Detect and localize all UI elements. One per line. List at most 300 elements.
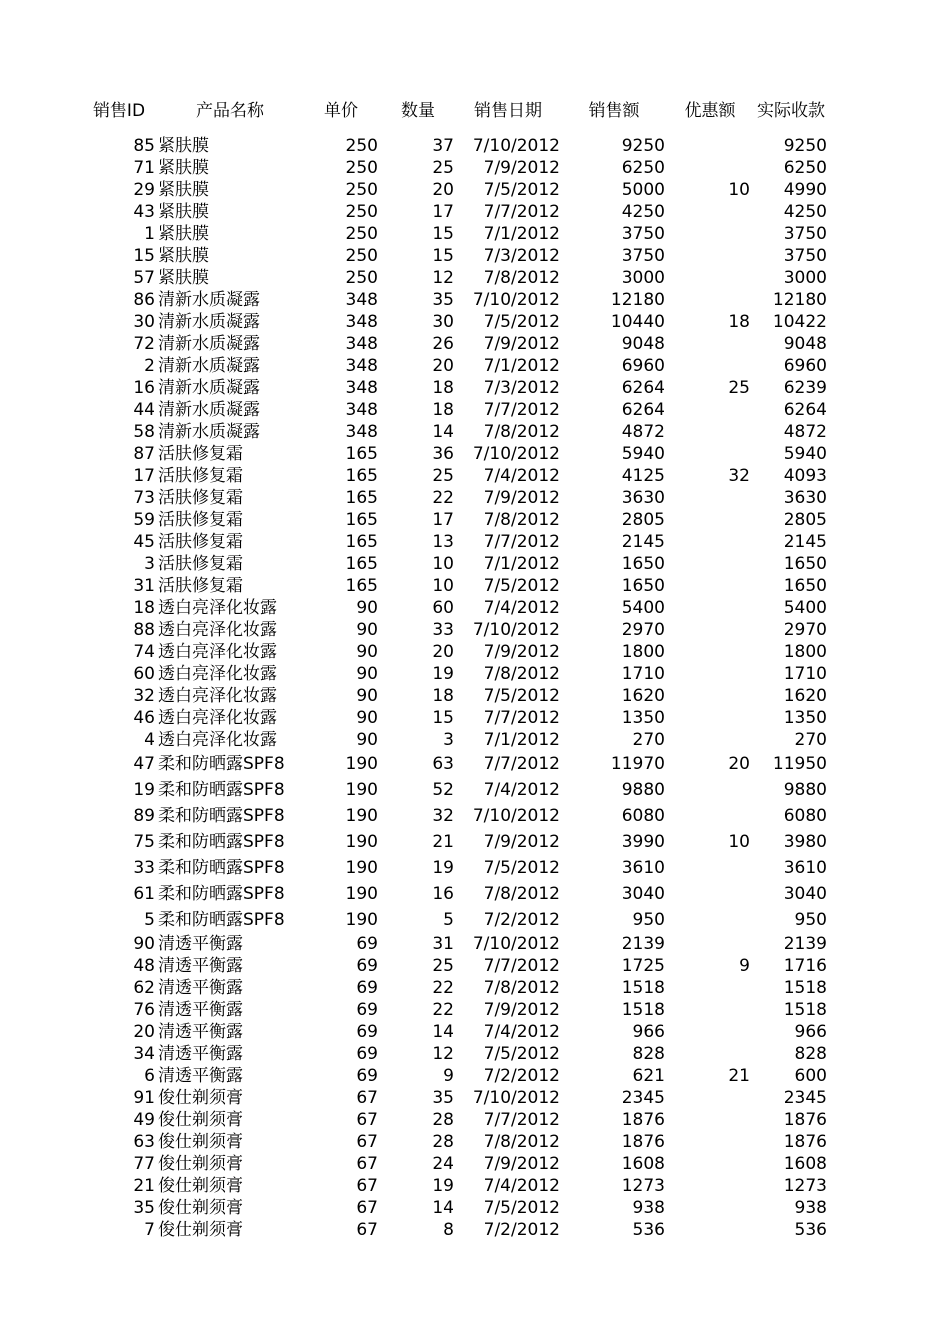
cell-sale-date: 7/5/2012 [483,1198,560,1218]
cell-sale-date: 7/4/2012 [483,1022,560,1042]
cell-unit-price: 90 [356,620,378,640]
cell-net-received: 4093 [783,466,827,486]
cell-discount [670,857,750,879]
table-row [0,933,950,955]
cell-unit-price: 90 [356,730,378,750]
cell-discount [670,685,750,707]
cell-sales-id: 77 [133,1154,155,1174]
cell-quantity: 22 [432,488,454,508]
table-row [0,883,950,905]
cell-sales-amount: 3040 [621,884,665,904]
cell-quantity: 52 [432,780,454,800]
table-row [0,399,950,421]
cell-discount [670,399,750,421]
cell-sale-date: 7/2/2012 [483,1066,560,1086]
cell-unit-price: 69 [356,978,378,998]
cell-quantity: 15 [432,246,454,266]
cell-unit-price: 348 [345,290,378,310]
cell-unit-price: 348 [345,312,378,332]
cell-sale-date: 7/3/2012 [483,246,560,266]
cell-product-name: 透白亮泽化妆露 [158,642,277,662]
cell-discount [670,553,750,575]
cell-quantity: 10 [432,576,454,596]
cell-net-received: 6250 [783,158,827,178]
cell-sale-date: 7/10/2012 [472,444,560,464]
cell-quantity: 33 [432,620,454,640]
cell-sales-id: 86 [133,290,155,310]
cell-quantity: 17 [432,202,454,222]
cell-product-name: 清透平衡露 [158,978,243,998]
cell-sales-amount: 5400 [621,598,665,618]
cell-sales-id: 74 [133,642,155,662]
cell-net-received: 536 [794,1220,827,1240]
cell-unit-price: 250 [345,180,378,200]
cell-quantity: 20 [432,356,454,376]
cell-quantity: 19 [432,858,454,878]
cell-product-name: 清新水质凝露 [158,290,260,310]
cell-net-received: 2805 [783,510,827,530]
cell-unit-price: 190 [345,858,378,878]
cell-quantity: 28 [432,1110,454,1130]
cell-net-received: 4990 [783,180,827,200]
cell-net-received: 6080 [783,806,827,826]
cell-quantity: 31 [432,934,454,954]
cell-product-name: 清新水质凝露 [158,312,260,332]
cell-sales-amount: 6250 [621,158,665,178]
cell-unit-price: 190 [345,806,378,826]
cell-unit-price: 348 [345,378,378,398]
cell-sale-date: 7/1/2012 [483,554,560,574]
header-sale-date: 销售日期 [474,101,542,121]
cell-unit-price: 69 [356,1022,378,1042]
cell-quantity: 24 [432,1154,454,1174]
header-discount: 优惠额 [684,101,736,121]
cell-quantity: 14 [432,1022,454,1042]
cell-sale-date: 7/7/2012 [483,708,560,728]
cell-sales-id: 30 [133,312,155,332]
cell-discount [670,245,750,267]
cell-sale-date: 7/8/2012 [483,978,560,998]
cell-quantity: 17 [432,510,454,530]
cell-unit-price: 67 [356,1154,378,1174]
cell-sales-id: 62 [133,978,155,998]
cell-sales-amount: 3000 [621,268,665,288]
cell-product-name: 柔和防晒露SPF8 [158,858,285,878]
cell-net-received: 3750 [783,224,827,244]
cell-discount: 9 [739,956,750,976]
cell-product-name: 俊仕剃须膏 [158,1154,243,1174]
cell-sales-amount: 4872 [621,422,665,442]
table-row [0,619,950,641]
cell-discount [670,201,750,223]
table-row [0,1131,950,1153]
cell-sales-id: 75 [133,832,155,852]
table-row [0,857,950,879]
cell-sales-id: 89 [133,806,155,826]
table-row [0,201,950,223]
cell-quantity: 18 [432,378,454,398]
cell-discount: 21 [728,1066,750,1086]
cell-unit-price: 250 [345,136,378,156]
cell-net-received: 1350 [783,708,827,728]
cell-net-received: 2145 [783,532,827,552]
cell-quantity: 25 [432,466,454,486]
cell-discount [670,977,750,999]
cell-sale-date: 7/7/2012 [483,532,560,552]
cell-sales-id: 18 [133,598,155,618]
cell-unit-price: 250 [345,224,378,244]
cell-quantity: 18 [432,400,454,420]
cell-product-name: 柔和防晒露SPF8 [158,910,285,930]
cell-discount: 10 [728,180,750,200]
cell-sales-id: 6 [144,1066,155,1086]
cell-sales-id: 7 [144,1220,155,1240]
cell-product-name: 活肤修复霜 [158,532,243,552]
cell-sales-amount: 2805 [621,510,665,530]
cell-sale-date: 7/8/2012 [483,268,560,288]
cell-sale-date: 7/8/2012 [483,422,560,442]
cell-discount [670,443,750,465]
cell-discount [670,883,750,905]
cell-sales-amount: 6264 [621,378,665,398]
cell-product-name: 清新水质凝露 [158,356,260,376]
cell-sales-amount: 1725 [621,956,665,976]
cell-net-received: 950 [794,910,827,930]
cell-sales-amount: 1608 [621,1154,665,1174]
cell-unit-price: 165 [345,466,378,486]
table-row [0,1065,950,1087]
cell-unit-price: 69 [356,1044,378,1064]
cell-quantity: 36 [432,444,454,464]
table-row [0,805,950,827]
cell-product-name: 活肤修复霜 [158,488,243,508]
cell-discount [670,487,750,509]
cell-sales-id: 59 [133,510,155,530]
cell-net-received: 5400 [783,598,827,618]
table-row [0,311,950,333]
cell-net-received: 3040 [783,884,827,904]
cell-sales-amount: 828 [632,1044,665,1064]
header-unit-price: 单价 [324,101,358,121]
table-row [0,707,950,729]
cell-sales-amount: 2345 [621,1088,665,1108]
cell-discount [670,1153,750,1175]
cell-sales-amount: 4125 [621,466,665,486]
cell-sales-amount: 2139 [621,934,665,954]
cell-sale-date: 7/4/2012 [483,466,560,486]
cell-unit-price: 250 [345,268,378,288]
cell-product-name: 清新水质凝露 [158,400,260,420]
cell-sales-id: 73 [133,488,155,508]
cell-sales-id: 76 [133,1000,155,1020]
cell-net-received: 4872 [783,422,827,442]
cell-discount [670,729,750,751]
cell-sales-amount: 3750 [621,246,665,266]
table-row [0,909,950,931]
table-row [0,355,950,377]
cell-discount [670,1175,750,1197]
cell-sales-amount: 9048 [621,334,665,354]
cell-net-received: 4250 [783,202,827,222]
cell-sales-id: 47 [133,754,155,774]
cell-sales-id: 57 [133,268,155,288]
cell-unit-price: 67 [356,1088,378,1108]
cell-sale-date: 7/5/2012 [483,858,560,878]
cell-sales-id: 58 [133,422,155,442]
cell-sales-id: 35 [133,1198,155,1218]
cell-discount [670,1043,750,1065]
table-row [0,135,950,157]
cell-discount [670,1087,750,1109]
cell-sales-id: 90 [133,934,155,954]
cell-net-received: 3630 [783,488,827,508]
cell-sale-date: 7/5/2012 [483,1044,560,1064]
cell-net-received: 1650 [783,554,827,574]
header-product-name: 产品名称 [196,101,264,121]
cell-quantity: 26 [432,334,454,354]
cell-sale-date: 7/9/2012 [483,642,560,662]
cell-sale-date: 7/8/2012 [483,664,560,684]
cell-sales-id: 87 [133,444,155,464]
cell-product-name: 透白亮泽化妆露 [158,686,277,706]
cell-sales-amount: 5940 [621,444,665,464]
cell-net-received: 2139 [783,934,827,954]
cell-sales-id: 15 [133,246,155,266]
cell-sales-amount: 9250 [621,136,665,156]
cell-sale-date: 7/2/2012 [483,1220,560,1240]
cell-sale-date: 7/4/2012 [483,598,560,618]
table-row [0,641,950,663]
table-row [0,1021,950,1043]
cell-unit-price: 250 [345,158,378,178]
table-row [0,553,950,575]
cell-net-received: 12180 [772,290,827,310]
cell-discount [670,805,750,827]
table-row [0,465,950,487]
cell-product-name: 清透平衡露 [158,956,243,976]
cell-discount [670,597,750,619]
cell-quantity: 21 [432,832,454,852]
cell-sale-date: 7/3/2012 [483,378,560,398]
cell-discount [670,267,750,289]
cell-sale-date: 7/1/2012 [483,224,560,244]
cell-sale-date: 7/9/2012 [483,334,560,354]
cell-sales-id: 1 [144,224,155,244]
cell-sales-id: 16 [133,378,155,398]
cell-discount [670,223,750,245]
cell-unit-price: 165 [345,488,378,508]
cell-quantity: 5 [443,910,454,930]
cell-net-received: 9880 [783,780,827,800]
cell-unit-price: 67 [356,1176,378,1196]
cell-sales-amount: 270 [632,730,665,750]
cell-quantity: 15 [432,224,454,244]
cell-discount [670,289,750,311]
cell-sales-amount: 2145 [621,532,665,552]
table-row [0,779,950,801]
cell-sales-id: 32 [133,686,155,706]
cell-sale-date: 7/10/2012 [472,934,560,954]
cell-product-name: 清新水质凝露 [158,378,260,398]
cell-sales-id: 3 [144,554,155,574]
cell-unit-price: 348 [345,334,378,354]
cell-sale-date: 7/9/2012 [483,1154,560,1174]
cell-net-received: 1710 [783,664,827,684]
cell-quantity: 28 [432,1132,454,1152]
cell-net-received: 1650 [783,576,827,596]
cell-net-received: 11950 [772,754,827,774]
cell-unit-price: 90 [356,664,378,684]
cell-quantity: 3 [443,730,454,750]
table-row [0,531,950,553]
table-row [0,597,950,619]
cell-sales-amount: 9880 [621,780,665,800]
header-quantity: 数量 [401,101,435,121]
cell-product-name: 俊仕剃须膏 [158,1176,243,1196]
cell-unit-price: 69 [356,934,378,954]
cell-sale-date: 7/8/2012 [483,1132,560,1152]
cell-net-received: 3980 [783,832,827,852]
cell-product-name: 透白亮泽化妆露 [158,664,277,684]
cell-net-received: 1876 [783,1132,827,1152]
cell-discount [670,421,750,443]
cell-quantity: 22 [432,978,454,998]
cell-discount: 10 [728,832,750,852]
cell-quantity: 13 [432,532,454,552]
cell-product-name: 俊仕剃须膏 [158,1220,243,1240]
cell-sales-id: 49 [133,1110,155,1130]
cell-sales-id: 21 [133,1176,155,1196]
table-row [0,289,950,311]
cell-unit-price: 190 [345,910,378,930]
cell-net-received: 9250 [783,136,827,156]
cell-sales-amount: 1518 [621,1000,665,1020]
cell-sales-amount: 12180 [610,290,665,310]
cell-quantity: 20 [432,180,454,200]
cell-unit-price: 190 [345,754,378,774]
cell-unit-price: 250 [345,202,378,222]
cell-quantity: 10 [432,554,454,574]
cell-net-received: 3750 [783,246,827,266]
cell-product-name: 紧肤膜 [158,158,209,178]
cell-unit-price: 190 [345,780,378,800]
cell-discount [670,619,750,641]
cell-sale-date: 7/4/2012 [483,780,560,800]
cell-discount: 32 [728,466,750,486]
cell-product-name: 透白亮泽化妆露 [158,620,277,640]
cell-net-received: 9048 [783,334,827,354]
cell-sales-amount: 1876 [621,1132,665,1152]
table-row [0,955,950,977]
header-net-received: 实际收款 [757,101,825,121]
cell-sale-date: 7/5/2012 [483,576,560,596]
cell-quantity: 14 [432,1198,454,1218]
table-row [0,487,950,509]
cell-product-name: 紧肤膜 [158,180,209,200]
cell-sale-date: 7/8/2012 [483,510,560,530]
table-row [0,753,950,775]
cell-product-name: 透白亮泽化妆露 [158,598,277,618]
header-sales-amount: 销售额 [588,101,640,121]
cell-quantity: 35 [432,1088,454,1108]
cell-sales-amount: 6080 [621,806,665,826]
cell-discount [670,1219,750,1241]
cell-sales-id: 61 [133,884,155,904]
cell-unit-price: 250 [345,246,378,266]
table-row [0,1197,950,1219]
cell-product-name: 活肤修复霜 [158,466,243,486]
cell-sales-amount: 5000 [621,180,665,200]
cell-unit-price: 67 [356,1198,378,1218]
cell-sales-amount: 950 [632,910,665,930]
cell-unit-price: 165 [345,510,378,530]
table-row [0,663,950,685]
table-row [0,1175,950,1197]
cell-sales-amount: 966 [632,1022,665,1042]
cell-quantity: 22 [432,1000,454,1020]
cell-net-received: 1518 [783,978,827,998]
cell-sales-id: 71 [133,158,155,178]
cell-sales-amount: 6264 [621,400,665,420]
cell-net-received: 2345 [783,1088,827,1108]
cell-sale-date: 7/9/2012 [483,1000,560,1020]
cell-sales-amount: 11970 [610,754,665,774]
cell-quantity: 25 [432,956,454,976]
cell-sale-date: 7/7/2012 [483,956,560,976]
cell-product-name: 紧肤膜 [158,246,209,266]
cell-net-received: 1620 [783,686,827,706]
cell-discount [670,663,750,685]
cell-quantity: 9 [443,1066,454,1086]
cell-sale-date: 7/9/2012 [483,832,560,852]
cell-sales-id: 20 [133,1022,155,1042]
cell-sales-amount: 2970 [621,620,665,640]
cell-product-name: 清新水质凝露 [158,334,260,354]
cell-sales-id: 43 [133,202,155,222]
cell-quantity: 60 [432,598,454,618]
cell-quantity: 37 [432,136,454,156]
cell-discount [670,1131,750,1153]
cell-unit-price: 348 [345,400,378,420]
cell-quantity: 15 [432,708,454,728]
cell-sales-amount: 621 [632,1066,665,1086]
cell-unit-price: 165 [345,444,378,464]
cell-unit-price: 190 [345,884,378,904]
table-row [0,831,950,853]
cell-product-name: 柔和防晒露SPF8 [158,832,285,852]
cell-sale-date: 7/9/2012 [483,158,560,178]
cell-discount [670,135,750,157]
cell-sale-date: 7/10/2012 [472,290,560,310]
cell-sale-date: 7/4/2012 [483,1176,560,1196]
cell-sales-id: 31 [133,576,155,596]
table-row [0,157,950,179]
cell-quantity: 35 [432,290,454,310]
table-row [0,685,950,707]
cell-net-received: 1716 [783,956,827,976]
cell-net-received: 600 [794,1066,827,1086]
cell-net-received: 6960 [783,356,827,376]
cell-unit-price: 165 [345,576,378,596]
table-row [0,443,950,465]
cell-unit-price: 90 [356,598,378,618]
cell-sales-amount: 3750 [621,224,665,244]
cell-sale-date: 7/7/2012 [483,1110,560,1130]
cell-sales-id: 45 [133,532,155,552]
cell-discount [670,779,750,801]
cell-sales-id: 88 [133,620,155,640]
cell-unit-price: 348 [345,356,378,376]
